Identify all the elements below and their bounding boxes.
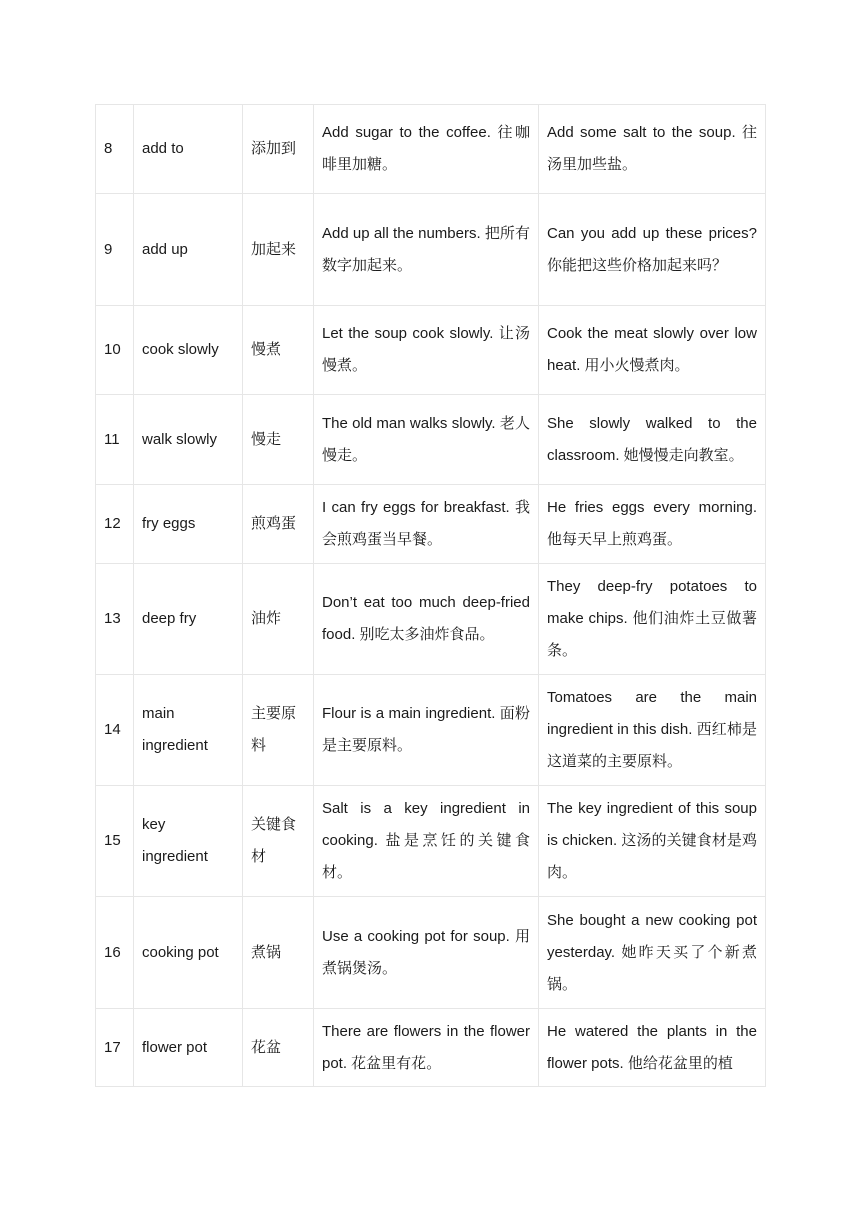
table-row — [96, 786, 766, 897]
table-row — [96, 395, 766, 485]
example-sentence-2: She slowly walked to the classroom. 她慢慢走向教室。 — [539, 395, 766, 485]
example-sentence-1: Flour is a main ingredient. 面粉是主要原料。 — [314, 675, 539, 786]
chinese-meaning-cell: 慢煮 — [243, 306, 314, 395]
chinese-meaning-cell: 关键食材 — [243, 786, 314, 897]
example-sentence-2: She bought a new cooking pot yesterday. 她昨天买了个新煮锅。 — [539, 897, 766, 1009]
chinese-meaning-cell: 油炸 — [243, 564, 314, 675]
example-sentence-2: Can you add up these prices? 你能把这些价格加起来吗？ — [539, 194, 766, 306]
row-number: 8 — [96, 105, 134, 194]
chinese-meaning-cell: 加起来 — [243, 194, 314, 306]
phrase-cell: add to — [134, 105, 243, 194]
example-sentence-2: He watered the plants in the flower pots. 他给花盆里的植 — [539, 1009, 766, 1087]
example-sentence-2: He fries eggs every morning. 他每天早上煎鸡蛋。 — [539, 485, 766, 564]
row-number: 17 — [96, 1009, 134, 1087]
table-row — [96, 485, 766, 564]
row-number: 16 — [96, 897, 134, 1009]
phrase-cell: flower pot — [134, 1009, 243, 1087]
example-sentence-2: The key ingredient of this soup is chicken. 这汤的关键食材是鸡肉。 — [539, 786, 766, 897]
example-sentence-1: I can fry eggs for breakfast. 我会煎鸡蛋当早餐。 — [314, 485, 539, 564]
chinese-meaning-cell: 花盆 — [243, 1009, 314, 1087]
example-sentence-1: There are flowers in the flower pot. 花盆里有花。 — [314, 1009, 539, 1087]
example-sentence-2: Add some salt to the soup. 往汤里加些盐。 — [539, 105, 766, 194]
example-sentence-2: Tomatoes are the main ingredient in this dish. 西红柿是这道菜的主要原料。 — [539, 675, 766, 786]
table-row — [96, 897, 766, 1009]
phrase-cell: walk slowly — [134, 395, 243, 485]
row-number: 11 — [96, 395, 134, 485]
example-sentence-2: Cook the meat slowly over low heat. 用小火慢煮肉。 — [539, 306, 766, 395]
table-row — [96, 306, 766, 395]
chinese-meaning-cell: 添加到 — [243, 105, 314, 194]
row-number: 15 — [96, 786, 134, 897]
phrase-cell: main ingredient — [134, 675, 243, 786]
phrase-cell: add up — [134, 194, 243, 306]
example-sentence-1: Don’t eat too much deep-fried food. 别吃太多油炸食品。 — [314, 564, 539, 675]
phrase-cell: fry eggs — [134, 485, 243, 564]
table-row — [96, 194, 766, 306]
row-number: 10 — [96, 306, 134, 395]
chinese-meaning-cell: 煎鸡蛋 — [243, 485, 314, 564]
example-sentence-1: Add sugar to the coffee. 往咖啡里加糖。 — [314, 105, 539, 194]
phrase-cell: cook slowly — [134, 306, 243, 395]
example-sentence-1: Salt is a key ingredient in cooking. 盐是烹饪的关键食材。 — [314, 786, 539, 897]
example-sentence-1: Add up all the numbers. 把所有数字加起来。 — [314, 194, 539, 306]
phrase-cell: key ingredient — [134, 786, 243, 897]
row-number: 9 — [96, 194, 134, 306]
row-number: 12 — [96, 485, 134, 564]
table-row — [96, 564, 766, 675]
table-row — [96, 675, 766, 786]
chinese-meaning-cell: 慢走 — [243, 395, 314, 485]
example-sentence-1: Let the soup cook slowly. 让汤慢煮。 — [314, 306, 539, 395]
table-row — [96, 1009, 766, 1087]
chinese-meaning-cell: 主要原料 — [243, 675, 314, 786]
vocabulary-table — [95, 104, 766, 1087]
row-number: 14 — [96, 675, 134, 786]
phrase-cell: cooking pot — [134, 897, 243, 1009]
row-number: 13 — [96, 564, 134, 675]
phrase-cell: deep fry — [134, 564, 243, 675]
table-row — [96, 105, 766, 194]
example-sentence-2: They deep-fry potatoes to make chips. 他们油炸土豆做薯条。 — [539, 564, 766, 675]
example-sentence-1: The old man walks slowly. 老人慢走。 — [314, 395, 539, 485]
example-sentence-1: Use a cooking pot for soup. 用煮锅煲汤。 — [314, 897, 539, 1009]
chinese-meaning-cell: 煮锅 — [243, 897, 314, 1009]
